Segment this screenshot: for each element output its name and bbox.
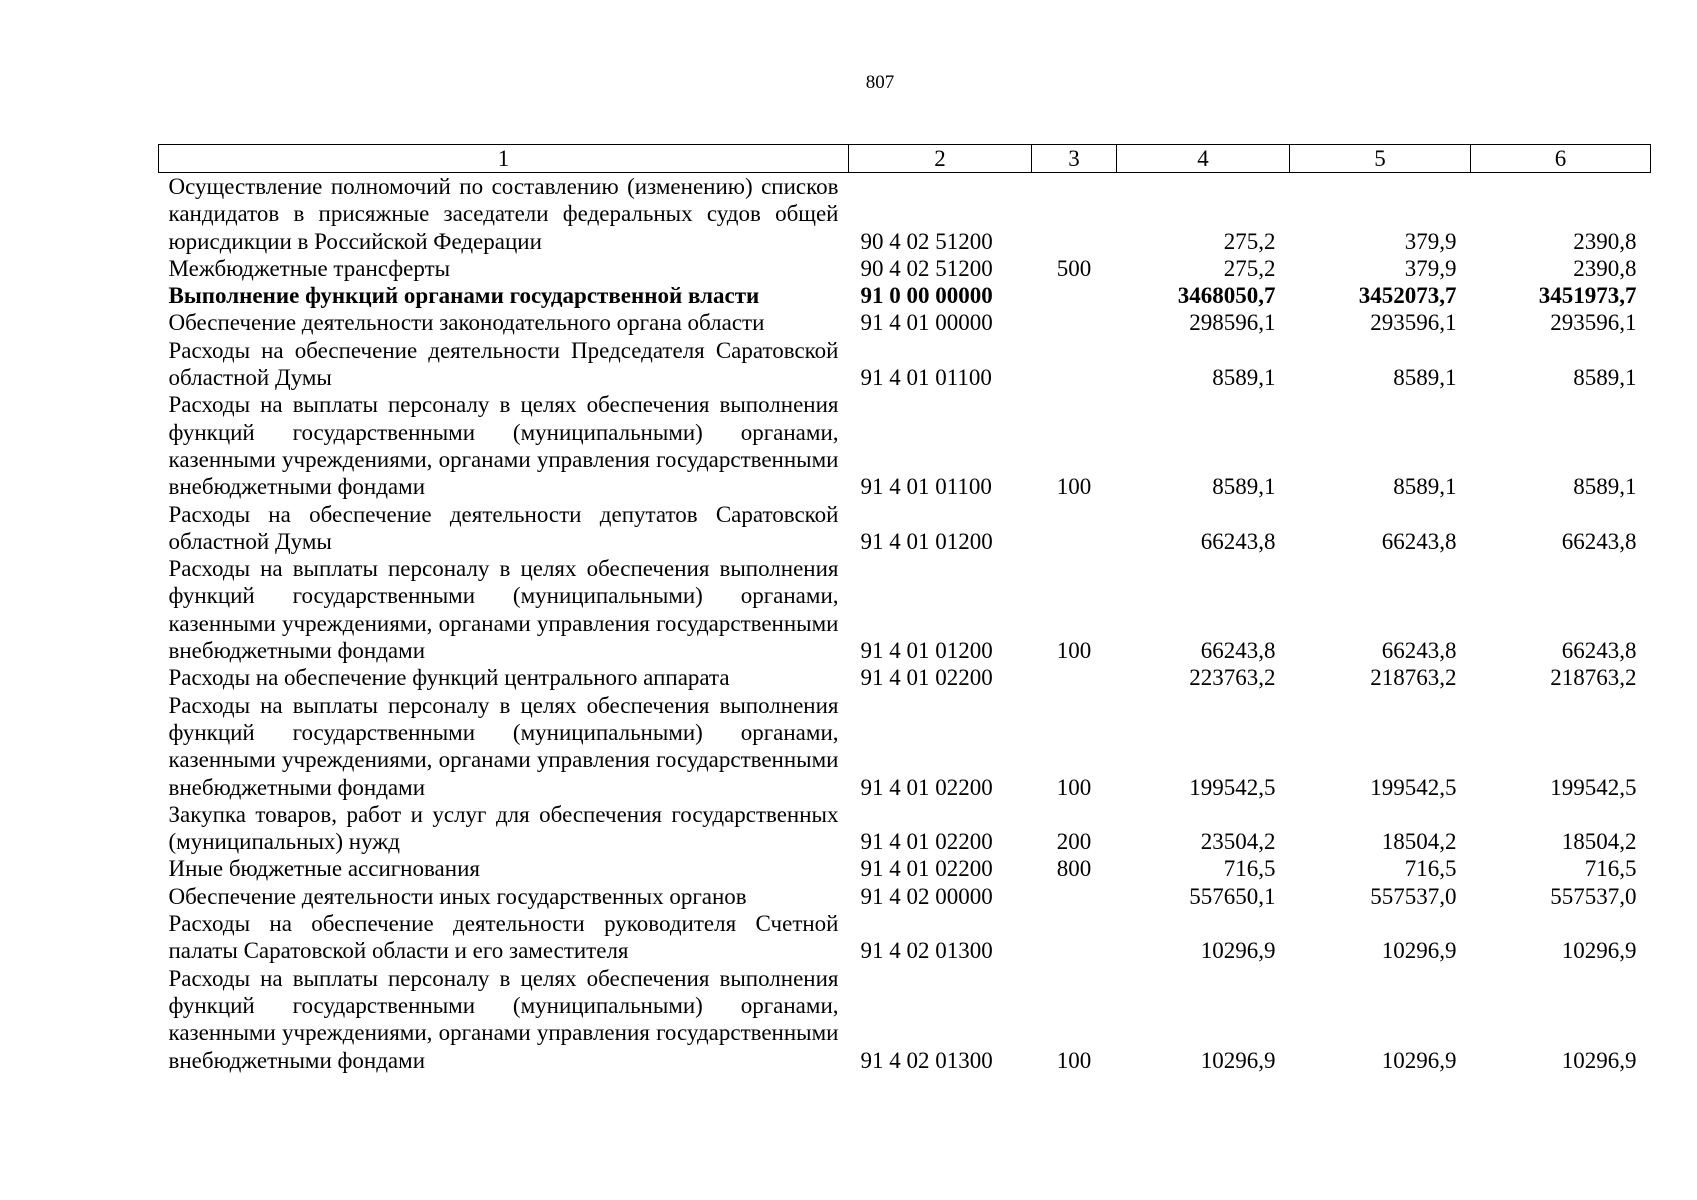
column-header-5: 5 bbox=[1290, 145, 1471, 173]
row-code: 91 4 01 01100 bbox=[860, 365, 992, 391]
row-value-col5: 379,9 bbox=[1404, 228, 1457, 254]
page-number: 807 bbox=[865, 72, 895, 93]
row-code: 91 4 01 01200 bbox=[860, 528, 993, 554]
row-value-col5: 716,5 bbox=[1404, 856, 1457, 882]
row-value-col5: 199542,5 bbox=[1370, 774, 1457, 800]
row-value-col4: 716,5 bbox=[1223, 856, 1276, 882]
row-value-col6: 2390,8 bbox=[1573, 255, 1637, 281]
row-code: 91 4 01 02200 bbox=[860, 665, 993, 691]
row-expense-type: 800 bbox=[1056, 856, 1092, 882]
table-row bbox=[159, 801, 1651, 856]
row-value-col6: 8589,1 bbox=[1573, 365, 1637, 391]
row-value-col6: 66243,8 bbox=[1561, 528, 1637, 554]
row-expense-type bbox=[1032, 883, 1117, 910]
row-name: Расходы на выплаты персоналу в целях обеспечения выполнения функций государственными (муниципальными) органами, казенными учреждениями, органами управления государственными внебюджетными фондами bbox=[168, 692, 839, 800]
row-value-col4: 66243,8 bbox=[1200, 638, 1276, 664]
row-code: 91 4 01 00000 bbox=[860, 310, 993, 336]
row-code: 91 4 01 02200 bbox=[860, 829, 993, 855]
table-row bbox=[159, 883, 1651, 910]
column-header-3: 3 bbox=[1032, 145, 1117, 173]
row-expense-type bbox=[1032, 910, 1117, 965]
table-row bbox=[159, 855, 1651, 882]
row-code: 91 4 02 00000 bbox=[860, 883, 993, 909]
row-value-col5: 557537,0 bbox=[1370, 883, 1457, 909]
row-name: Обеспечение деятельности иных государственных органов bbox=[168, 883, 747, 909]
row-value-col4: 23504,2 bbox=[1200, 829, 1276, 855]
row-value-col6: 293596,1 bbox=[1550, 310, 1637, 336]
row-value-col6: 10296,9 bbox=[1561, 938, 1637, 964]
row-expense-type: 100 bbox=[1056, 1047, 1092, 1073]
row-name: Расходы на обеспечение функций центрального аппарата bbox=[168, 665, 730, 691]
row-value-col6: 18504,2 bbox=[1561, 829, 1637, 855]
row-value-col4: 298596,1 bbox=[1189, 310, 1276, 336]
row-expense-type bbox=[1032, 282, 1117, 309]
table-row bbox=[159, 309, 1651, 336]
column-header-2: 2 bbox=[849, 145, 1032, 173]
row-value-col5: 10296,9 bbox=[1381, 938, 1457, 964]
row-name: Расходы на выплаты персоналу в целях обеспечения выполнения функций государственными (муниципальными) органами, казенными учреждениями, органами управления государственными внебюджетными фондами bbox=[168, 392, 839, 500]
table-row bbox=[159, 692, 1651, 801]
row-name: Закупка товаров, работ и услуг для обеспечения государственных (муниципальных) нужд bbox=[168, 801, 839, 855]
row-value-col6: 8589,1 bbox=[1573, 474, 1637, 500]
row-value-col4: 557650,1 bbox=[1189, 883, 1276, 909]
row-value-col6: 10296,9 bbox=[1561, 1047, 1637, 1073]
table-row bbox=[159, 501, 1651, 556]
row-value-col4: 199542,5 bbox=[1189, 774, 1276, 800]
table-header-row bbox=[159, 145, 1651, 173]
row-name: Расходы на обеспечение деятельности депутатов Саратовской областной Думы bbox=[168, 501, 839, 554]
row-expense-type bbox=[1032, 309, 1117, 336]
row-name: Обеспечение деятельности законодательного органа области bbox=[168, 310, 765, 336]
row-value-col5: 66243,8 bbox=[1381, 528, 1457, 554]
row-name: Расходы на выплаты персоналу в целях обеспечения выполнения функций государственными (муниципальными) органами, казенными учреждениями, органами управления государственными внебюджетными фондами bbox=[168, 965, 839, 1073]
row-value-col4: 3468050,7 bbox=[1177, 283, 1276, 309]
table-row bbox=[159, 555, 1651, 664]
row-expense-type bbox=[1032, 173, 1117, 255]
table-row bbox=[159, 282, 1651, 309]
row-expense-type: 100 bbox=[1056, 638, 1092, 664]
row-value-col4: 8589,1 bbox=[1212, 474, 1276, 500]
row-value-col4: 223763,2 bbox=[1189, 665, 1276, 691]
table-row bbox=[159, 173, 1651, 255]
row-value-col5: 10296,9 bbox=[1381, 1047, 1457, 1073]
row-expense-type bbox=[1032, 337, 1117, 392]
row-name: Расходы на обеспечение деятельности Председателя Саратовской областной Думы bbox=[168, 337, 839, 391]
row-value-col6: 218763,2 bbox=[1550, 665, 1637, 691]
row-code: 91 4 01 01200 bbox=[860, 638, 993, 664]
row-name: Расходы на обеспечение деятельности руководителя Счетной палаты Саратовской области и его заместителя bbox=[168, 911, 839, 964]
row-name: Иные бюджетные ассигнования bbox=[168, 856, 480, 882]
row-code: 91 4 01 02200 bbox=[860, 856, 993, 882]
row-value-col5: 8589,1 bbox=[1393, 474, 1457, 500]
table-row bbox=[159, 664, 1651, 691]
row-value-col6: 2390,8 bbox=[1573, 228, 1637, 254]
row-value-col4: 66243,8 bbox=[1200, 528, 1276, 554]
row-name: Осуществление полномочий по составлению (изменению) списков кандидатов в присяжные заседатели федеральных судов общей юрисдикции в Российской Федерации bbox=[168, 174, 839, 254]
row-name: Межбюджетные трансферты bbox=[168, 255, 451, 281]
row-expense-type: 100 bbox=[1056, 474, 1092, 500]
table-row bbox=[159, 337, 1651, 392]
row-value-col4: 275,2 bbox=[1223, 228, 1276, 254]
row-value-col5: 218763,2 bbox=[1370, 665, 1457, 691]
row-expense-type bbox=[1032, 501, 1117, 556]
row-code: 91 4 01 01100 bbox=[860, 474, 992, 500]
row-value-col5: 379,9 bbox=[1404, 255, 1457, 281]
row-expense-type: 500 bbox=[1056, 255, 1092, 281]
row-value-col4: 10296,9 bbox=[1200, 938, 1276, 964]
table-row bbox=[159, 391, 1651, 500]
column-header-6: 6 bbox=[1471, 145, 1651, 173]
table-row bbox=[159, 965, 1651, 1074]
row-expense-type: 100 bbox=[1056, 774, 1092, 800]
budget-table bbox=[158, 144, 1651, 1074]
row-value-col6: 3451973,7 bbox=[1538, 283, 1637, 309]
row-value-col6: 66243,8 bbox=[1561, 638, 1637, 664]
row-code: 91 4 02 01300 bbox=[860, 938, 993, 964]
row-name: Расходы на выплаты персоналу в целях обеспечения выполнения функций государственными (муниципальными) органами, казенными учреждениями, органами управления государственными внебюджетными фондами bbox=[168, 556, 839, 664]
table-row bbox=[159, 255, 1651, 282]
row-value-col6: 716,5 bbox=[1584, 856, 1637, 882]
column-header-1: 1 bbox=[159, 145, 849, 173]
row-code: 91 4 01 02200 bbox=[860, 774, 993, 800]
row-expense-type bbox=[1032, 664, 1117, 691]
table-row bbox=[159, 910, 1651, 965]
row-value-col6: 199542,5 bbox=[1550, 774, 1637, 800]
column-header-4: 4 bbox=[1117, 145, 1290, 173]
row-value-col6: 557537,0 bbox=[1550, 883, 1637, 909]
row-code: 91 4 02 01300 bbox=[860, 1047, 993, 1073]
row-name: Выполнение функций органами государственной власти bbox=[168, 283, 760, 309]
row-code: 91 0 00 00000 bbox=[860, 283, 993, 309]
row-value-col5: 66243,8 bbox=[1381, 638, 1457, 664]
row-code: 90 4 02 51200 bbox=[860, 255, 993, 281]
row-value-col4: 8589,1 bbox=[1212, 365, 1276, 391]
row-code: 90 4 02 51200 bbox=[860, 228, 993, 254]
row-value-col5: 293596,1 bbox=[1370, 310, 1457, 336]
table-body bbox=[159, 173, 1651, 1074]
row-expense-type: 200 bbox=[1056, 829, 1092, 855]
row-value-col5: 18504,2 bbox=[1381, 829, 1457, 855]
row-value-col5: 8589,1 bbox=[1393, 365, 1457, 391]
row-value-col5: 3452073,7 bbox=[1358, 283, 1457, 309]
row-value-col4: 275,2 bbox=[1223, 255, 1276, 281]
row-value-col4: 10296,9 bbox=[1200, 1047, 1276, 1073]
